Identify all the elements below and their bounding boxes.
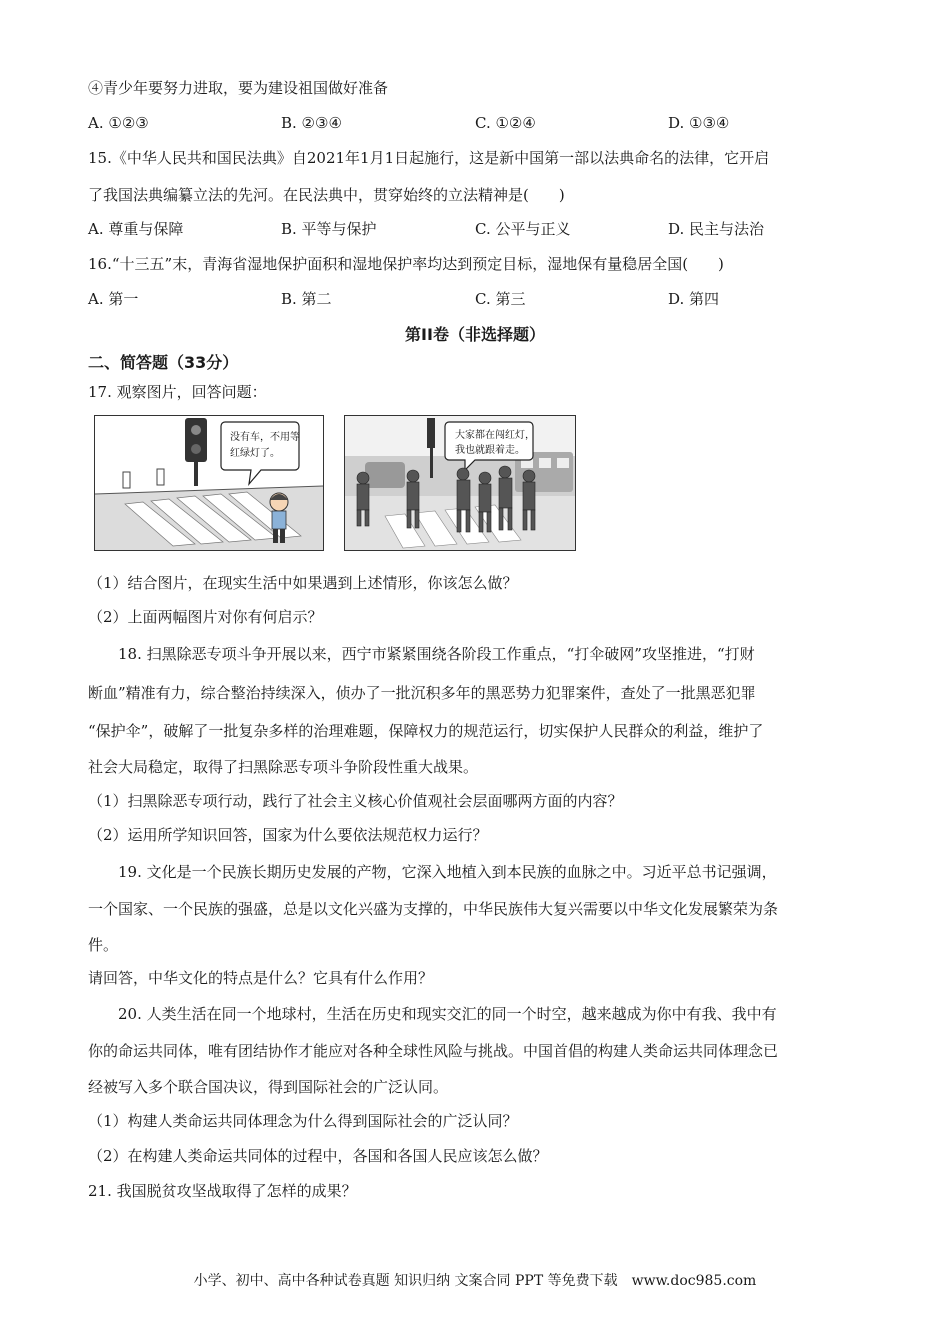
q15-line2: 了我国法典编纂立法的先河。在民法典中，贯穿始终的立法精神是( ) <box>88 186 565 204</box>
q14-option-c: C. ①②④ <box>475 114 536 132</box>
cartoon-left <box>94 415 324 551</box>
section-title: 第II卷（非选择题） <box>405 325 545 344</box>
q21-stem: 21. 我国脱贫攻坚战取得了怎样的成果？ <box>88 1182 357 1200</box>
q15-option-b: B. 平等与保护 <box>281 220 377 238</box>
cartoon-left-drawing <box>95 416 323 550</box>
q20-line1: 20. 人类生活在同一个地球村，生活在历史和现实交汇的同一个时空，越来越成为你中有我、我中有 <box>118 1005 777 1023</box>
q16-line1: 16.“十三五”末，青海省湿地保护面积和湿地保护率均达到预定目标，湿地保有量稳居全国( ) <box>88 255 724 273</box>
q17-sub2: （2）上面两幅图片对你有何启示？ <box>88 608 323 626</box>
q19-line1: 19. 文化是一个民族长期历史发展的产物，它深入地植入到本民族的血脉之中。习近平总书记强调， <box>118 863 777 881</box>
q20-line2: 你的命运共同体，唯有团结协作才能应对各种全球性风险与挑战。中国首倡的构建人类命运共同体理念已 <box>88 1042 779 1060</box>
q20-sub1: （1）构建人类命运共同体理念为什么得到国际社会的广泛认同？ <box>88 1112 518 1130</box>
bubble-right-line1: 大家都在闯红灯， <box>455 430 535 441</box>
bubble-left-line1: 没有车，不用等 <box>230 432 300 443</box>
q14-option-b: B. ②③④ <box>281 114 342 132</box>
q16-option-a: A. 第一 <box>88 290 139 308</box>
q18-line1: 18. 扫黑除恶专项斗争开展以来，西宁市紧紧围绕各阶段工作重点，“打伞破网”攻坚推进，“打财 <box>118 645 755 663</box>
q15-option-c: C. 公平与正义 <box>475 220 571 238</box>
part-heading: 二、简答题（33分） <box>88 353 239 372</box>
q14-option-a: A. ①②③ <box>88 114 149 132</box>
q16-option-d: D. 第四 <box>668 290 720 308</box>
bubble-left-line2: 红绿灯了。 <box>230 448 280 459</box>
q19-ask: 请回答，中华文化的特点是什么？它具有什么作用？ <box>88 969 434 987</box>
q14-option-d: D. ①③④ <box>668 114 730 132</box>
q14-item4: ④青少年要努力进取，要为建设祖国做好准备 <box>88 79 389 97</box>
q15-option-a: A. 尊重与保障 <box>88 220 184 238</box>
q20-line3: 经被写入多个联合国决议，得到国际社会的广泛认同。 <box>88 1078 449 1096</box>
q18-sub2: （2）运用所学知识回答，国家为什么要依法规范权力运行？ <box>88 826 488 844</box>
q17-sub1: （1）结合图片，在现实生活中如果遇到上述情形，你该怎么做？ <box>88 574 518 592</box>
bubble-right-line2: 我也就跟着走。 <box>455 445 525 456</box>
q15-option-d: D. 民主与法治 <box>668 220 765 238</box>
q18-line2: 断血”精准有力，综合整治持续深入，侦办了一批沉积多年的黑恶势力犯罪案件，查处了一批黑恶犯罪 <box>88 684 756 702</box>
q17-stem: 17. 观察图片，回答问题： <box>88 383 267 401</box>
q18-line4: 社会大局稳定，取得了扫黑除恶专项斗争阶段性重大战果。 <box>88 758 479 776</box>
q20-sub2: （2）在构建人类命运共同体的过程中，各国和各国人民应该怎么做？ <box>88 1147 548 1165</box>
q16-option-b: B. 第二 <box>281 290 332 308</box>
cartoon-right <box>344 415 576 551</box>
q19-line3: 件。 <box>88 936 119 954</box>
q18-sub1: （1）扫黑除恶专项行动，践行了社会主义核心价值观社会层面哪两方面的内容？ <box>88 792 623 810</box>
q16-option-c: C. 第三 <box>475 290 526 308</box>
q19-line2: 一个国家、一个民族的强盛，总是以文化兴盛为支撑的，中华民族伟大复兴需要以中华文化发展繁荣为条 <box>88 900 779 918</box>
page-footer[interactable]: 小学、初中、高中各种试卷真题 知识归纳 文案合同 PPT 等免费下载 www.doc985.com <box>193 1273 757 1289</box>
q15-line1: 15.《中华人民共和国民法典》自2021年1月1日起施行，这是新中国第一部以法典命名的法律，它开启 <box>88 149 770 167</box>
cartoon-right-drawing <box>345 416 575 550</box>
q18-line3: “保护伞”，破解了一批复杂多样的治理难题，保障权力的规范运行，切实保护人民群众的利益，维护了 <box>88 722 764 740</box>
